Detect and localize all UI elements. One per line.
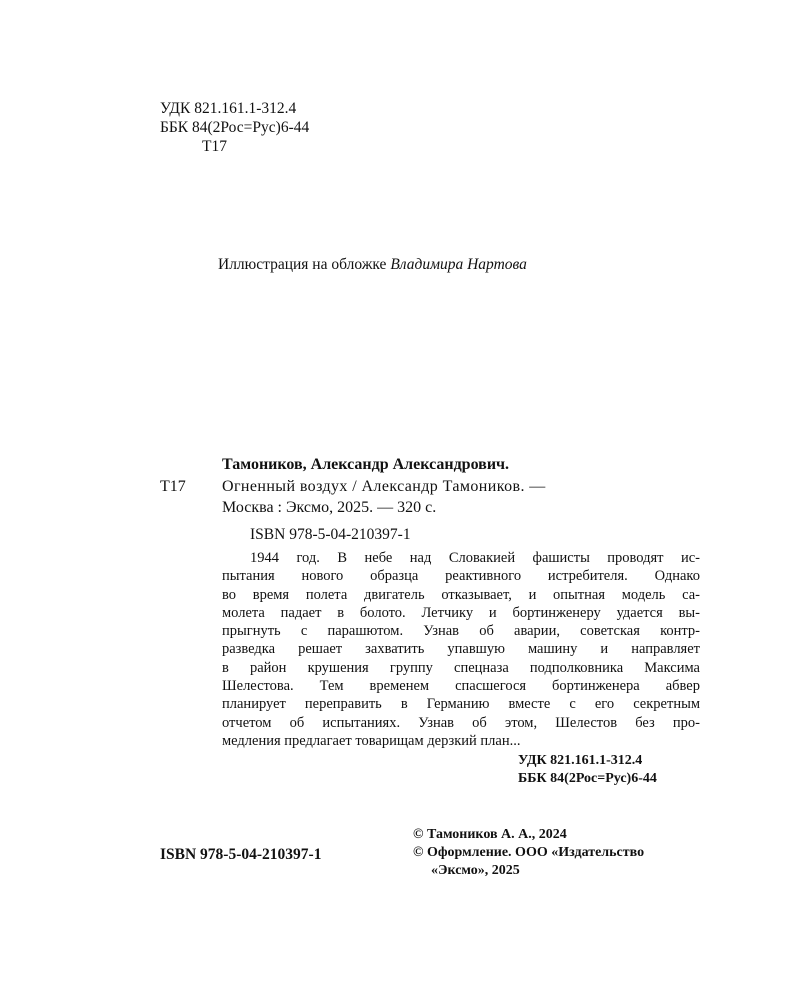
copyright-design: © Оформление. ООО «Издательство	[413, 845, 645, 860]
record-title: Огненный воздух / Александр Тамоников. —	[222, 478, 546, 495]
annotation-line: прыгнуть с парашютом. Узнав об аварии, советская контр-	[222, 623, 700, 640]
annotation-text	[222, 549, 700, 750]
annotation-line: во время полета двигатель отказывает, и опытная модель са-	[222, 586, 700, 603]
copyright-block	[413, 826, 644, 880]
illustration-prefix: Иллюстрация на обложке	[218, 256, 391, 273]
annotation-line: пытания нового образца реактивного истребителя. Однако	[222, 568, 700, 585]
annotation-line: медления предлагает товарищам дерзкий план...	[222, 732, 521, 749]
udk-code: УДК 821.161.1-312.4	[160, 100, 297, 117]
annotation-line: 1944 год. В небе над Словакией фашисты проводят ис-	[250, 550, 700, 566]
copyright-publisher: «Эксмо», 2025	[431, 863, 520, 878]
annotation-line: отчетом об испытаниях. Узнав об этом, Шелестов без про-	[222, 714, 700, 731]
isbn-bottom: ISBN 978-5-04-210397-1	[160, 846, 322, 863]
annotation-line: молета падает в болото. Летчику и бортинженеру удается вы-	[222, 604, 700, 621]
annotation-line: планирует переправить в Германию вместе с его секретным	[222, 696, 700, 713]
bottom-udk-code: УДК 821.161.1-312.4	[518, 753, 643, 768]
record-code: Т17	[160, 478, 186, 495]
classification-block	[160, 100, 309, 157]
bottom-classification	[518, 752, 657, 788]
annotation-line: в район крушения группу спецназа подполковника Максима	[222, 659, 700, 676]
annotation-line: разведка решает захватить упавшую машину и направляет	[222, 641, 700, 658]
bottom-bbk-code: ББК 84(2Рос=Рус)6-44	[518, 771, 657, 786]
illustration-credit	[218, 256, 527, 274]
annotation-line: Шелестова. Тем временем спасшегося бортинженера абвер	[222, 678, 700, 695]
record-publication: Москва : Эксмо, 2025. — 320 с.	[222, 499, 437, 516]
copyright-author: © Тамоников А. А., 2024	[413, 827, 567, 842]
author-mark: Т17	[202, 138, 227, 155]
record-author: Тамоников, Александр Александрович.	[222, 456, 510, 473]
record-isbn: ISBN 978-5-04-210397-1	[250, 526, 411, 543]
illustration-artist: Владимира Нартова	[390, 256, 527, 273]
bbk-code: ББК 84(2Рос=Рус)6-44	[160, 119, 310, 136]
